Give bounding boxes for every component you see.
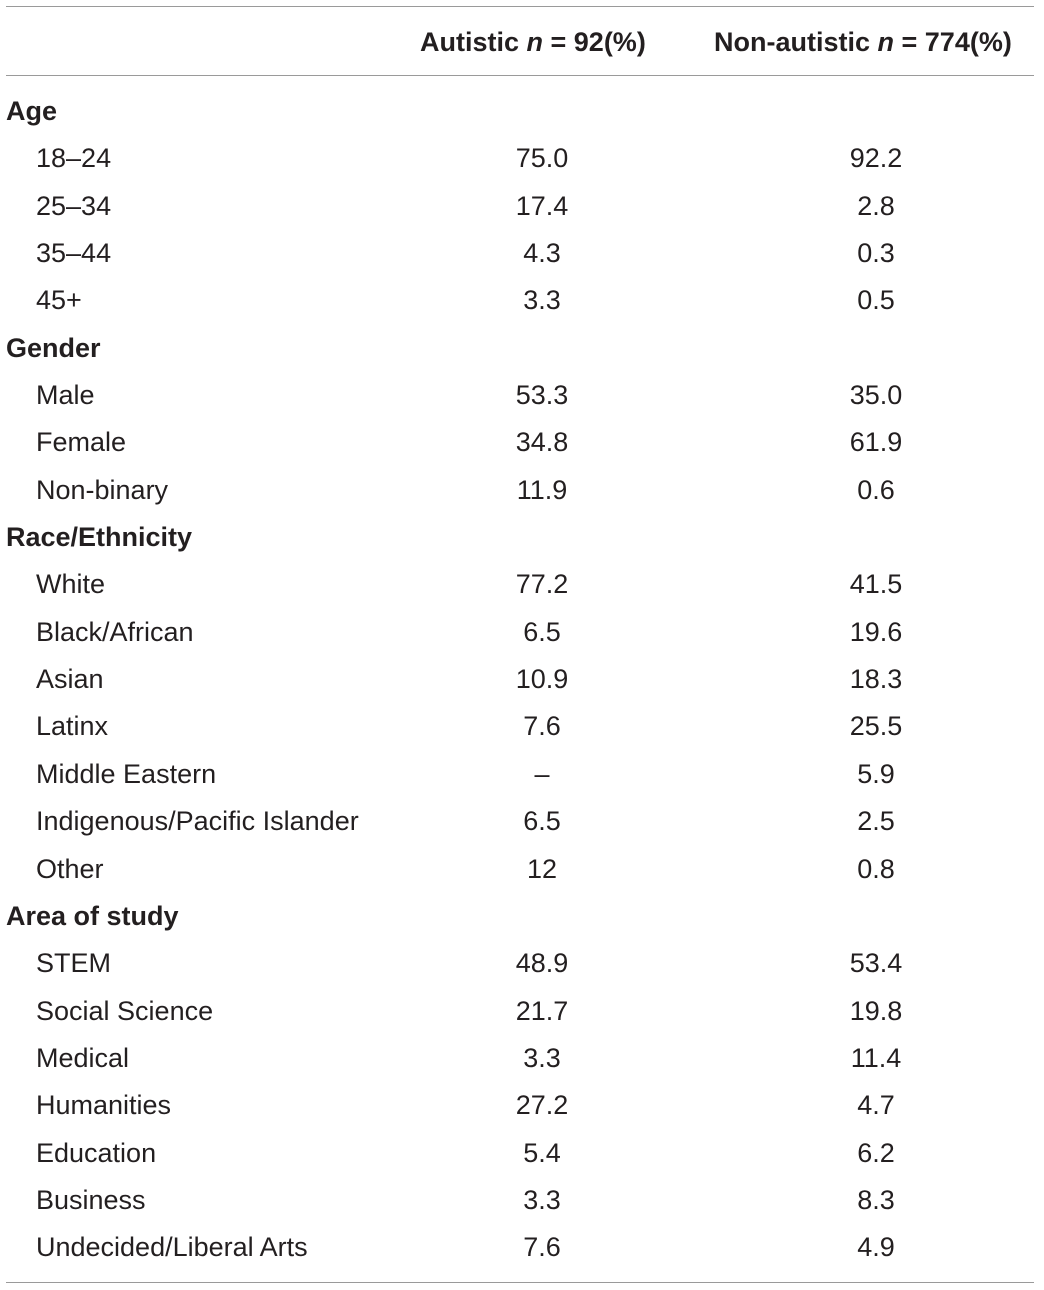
non-autistic-value: 0.3 <box>857 238 895 269</box>
non-autistic-value: 0.8 <box>857 853 895 884</box>
non-autistic-value: 0.6 <box>857 474 895 505</box>
row-label: Asian <box>36 664 104 695</box>
table-body <box>0 88 1044 1272</box>
autistic-value: 53.3 <box>515 380 569 411</box>
header-non-autistic-suffix: = 774(%) <box>894 27 1012 57</box>
autistic-value: 34.8 <box>515 427 569 458</box>
header-non-autistic <box>714 26 1012 58</box>
autistic-value: 6.5 <box>523 806 561 837</box>
row-label: Latinx <box>36 711 109 742</box>
non-autistic-value: 53.4 <box>849 948 903 979</box>
header-autistic-prefix: Autistic <box>420 27 527 57</box>
table-row <box>0 467 1044 514</box>
autistic-value: 21.7 <box>515 995 569 1026</box>
non-autistic-value: 19.8 <box>849 995 903 1026</box>
row-label: Non-binary <box>36 474 169 505</box>
non-autistic-value: 11.4 <box>850 1042 902 1073</box>
row-label: Indigenous/Pacific Islander <box>36 806 359 837</box>
header-autistic <box>420 26 646 58</box>
non-autistic-value: 35.0 <box>849 380 903 411</box>
section-label: Age <box>6 96 58 126</box>
section-label: Race/Ethnicity <box>6 522 193 553</box>
row-label: 25–34 <box>36 190 112 221</box>
row-label: 35–44 <box>36 238 112 269</box>
row-label: Social Science <box>36 995 214 1026</box>
section-header-row <box>0 514 1044 561</box>
autistic-value: – <box>534 758 550 789</box>
non-autistic-value: 4.9 <box>857 1232 895 1263</box>
autistic-value: 5.4 <box>523 1137 561 1168</box>
table-row <box>0 751 1044 798</box>
row-label: Black/African <box>36 616 194 647</box>
table-row <box>0 230 1044 277</box>
autistic-value: 7.6 <box>523 711 561 742</box>
row-label: Business <box>36 1184 146 1215</box>
table-row <box>0 1035 1044 1082</box>
non-autistic-value: 18.3 <box>849 664 903 695</box>
autistic-value: 4.3 <box>523 238 561 269</box>
row-label: Humanities <box>36 1090 172 1121</box>
table-row <box>0 1082 1044 1129</box>
table-row <box>0 798 1044 845</box>
autistic-value: 12 <box>526 853 558 884</box>
autistic-value: 17.4 <box>515 190 569 221</box>
row-label: Undecided/Liberal Arts <box>36 1232 308 1263</box>
table-row <box>0 846 1044 893</box>
row-label: Female <box>36 427 127 458</box>
header-autistic-n: n <box>526 27 544 57</box>
row-label: Middle Eastern <box>36 758 217 789</box>
table-row <box>0 135 1044 182</box>
non-autistic-value: 2.8 <box>857 190 895 221</box>
autistic-value: 77.2 <box>515 569 569 600</box>
section-header-row <box>0 893 1044 940</box>
autistic-value: 11.9 <box>516 474 568 505</box>
table-row <box>0 1177 1044 1224</box>
autistic-value: 6.5 <box>523 616 561 647</box>
non-autistic-value: 2.5 <box>857 806 895 837</box>
non-autistic-value: 92.2 <box>849 143 903 174</box>
header-non-autistic-prefix: Non-autistic <box>714 27 878 57</box>
non-autistic-value: 25.5 <box>849 711 903 742</box>
non-autistic-value: 8.3 <box>857 1184 895 1215</box>
table-row <box>0 940 1044 987</box>
row-label: Education <box>36 1137 157 1168</box>
row-label: Other <box>36 853 104 884</box>
table-header <box>0 0 1044 80</box>
autistic-value: 75.0 <box>515 143 569 174</box>
non-autistic-value: 6.2 <box>857 1137 895 1168</box>
table-row <box>0 561 1044 608</box>
row-label: 45+ <box>36 285 82 316</box>
table-row <box>0 372 1044 419</box>
header-non-autistic-n: n <box>877 27 895 57</box>
section-header-row <box>0 325 1044 372</box>
header-autistic-suffix: = 92(%) <box>543 27 646 57</box>
row-label: STEM <box>36 948 112 979</box>
table-row <box>0 183 1044 230</box>
autistic-value: 3.3 <box>523 1042 561 1073</box>
non-autistic-value: 61.9 <box>849 427 903 458</box>
autistic-value: 48.9 <box>515 948 569 979</box>
section-label: Area of study <box>6 900 179 931</box>
autistic-value: 10.9 <box>515 664 569 695</box>
row-label: 18–24 <box>36 143 112 174</box>
autistic-value: 3.3 <box>523 285 561 316</box>
row-label: Male <box>36 380 95 411</box>
table-row <box>0 277 1044 324</box>
non-autistic-value: 41.5 <box>849 569 903 600</box>
table-header-rule <box>6 75 1034 76</box>
table-bottom-rule <box>6 1282 1034 1283</box>
non-autistic-value: 5.9 <box>857 758 895 789</box>
table-row <box>0 419 1044 466</box>
table-row <box>0 1130 1044 1177</box>
table-row <box>0 1224 1044 1271</box>
table-row <box>0 609 1044 656</box>
section-label: Gender <box>6 332 101 363</box>
autistic-value: 27.2 <box>515 1090 569 1121</box>
table-row <box>0 703 1044 750</box>
table-row <box>0 988 1044 1035</box>
section-header-row <box>0 88 1044 135</box>
row-label: Medical <box>36 1042 130 1073</box>
non-autistic-value: 0.5 <box>857 285 895 316</box>
row-label: White <box>36 569 106 600</box>
non-autistic-value: 19.6 <box>849 616 903 647</box>
table-row <box>0 656 1044 703</box>
autistic-value: 3.3 <box>523 1184 561 1215</box>
non-autistic-value: 4.7 <box>857 1090 895 1121</box>
autistic-value: 7.6 <box>523 1232 561 1263</box>
